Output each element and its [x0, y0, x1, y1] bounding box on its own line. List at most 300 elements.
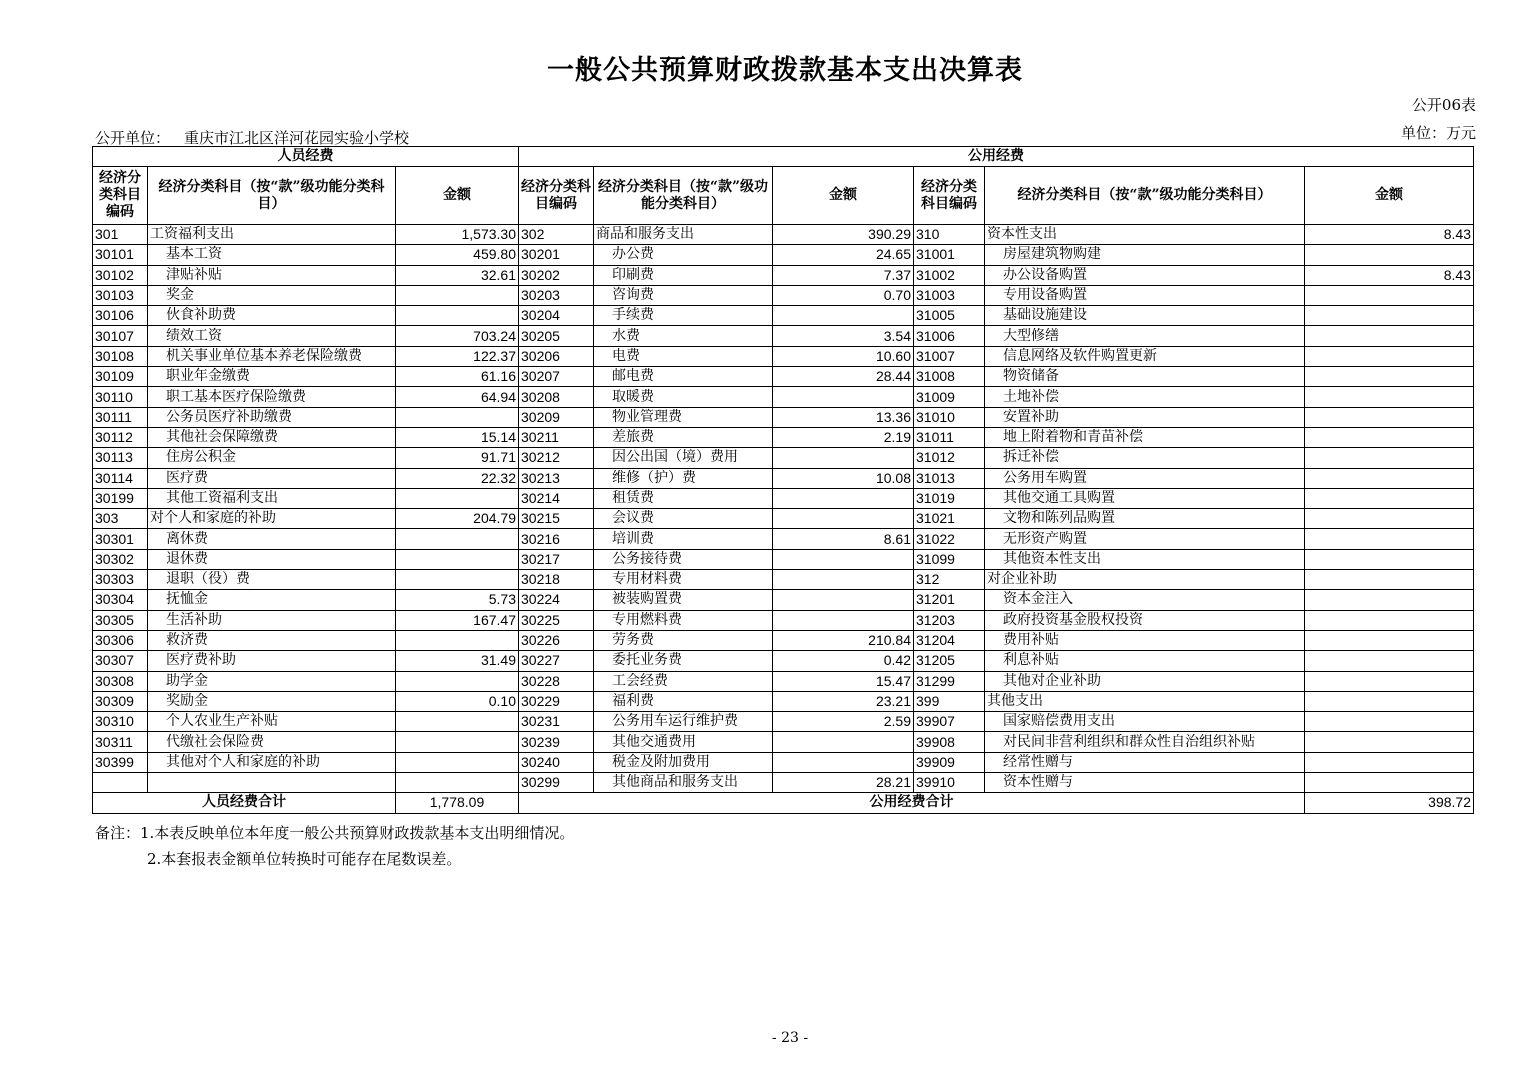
capital-code: 31012 [914, 448, 985, 468]
capital-item: 资本性支出 [985, 225, 1305, 245]
personnel-amount: 31.49 [396, 651, 519, 671]
personnel-amount [396, 671, 519, 691]
goods-amount [773, 752, 914, 772]
table-row [93, 570, 1474, 590]
goods-code: 30215 [519, 509, 594, 529]
capital-amount [1305, 529, 1474, 549]
goods-code: 30225 [519, 610, 594, 630]
org-label: 公开单位： [95, 129, 171, 147]
capital-amount: 8.43 [1305, 225, 1474, 245]
personnel-item: 其他社会保障缴费 [148, 427, 396, 447]
goods-item: 租赁费 [594, 488, 773, 508]
table-row [93, 326, 1474, 346]
table-row [93, 367, 1474, 387]
capital-item: 地上附着物和青苗补偿 [985, 427, 1305, 447]
table-row [93, 265, 1474, 285]
goods-code: 30205 [519, 326, 594, 346]
personnel-amount [396, 570, 519, 590]
header-code: 经济分类科目编码 [914, 167, 985, 225]
goods-amount [773, 590, 914, 610]
capital-amount [1305, 346, 1474, 366]
personnel-amount [396, 407, 519, 427]
personnel-code: 30114 [93, 468, 148, 488]
personnel-code: 30305 [93, 610, 148, 630]
goods-amount: 2.59 [773, 712, 914, 732]
goods-item: 其他交通费用 [594, 732, 773, 752]
table-row [93, 407, 1474, 427]
capital-item: 无形资产购置 [985, 529, 1305, 549]
capital-code: 31099 [914, 549, 985, 569]
capital-item: 费用补贴 [985, 630, 1305, 650]
goods-item: 其他商品和服务支出 [594, 773, 773, 793]
capital-amount [1305, 570, 1474, 590]
goods-amount: 13.36 [773, 407, 914, 427]
personnel-amount: 22.32 [396, 468, 519, 488]
personnel-amount: 64.94 [396, 387, 519, 407]
capital-code: 31002 [914, 265, 985, 285]
capital-item: 经常性赠与 [985, 752, 1305, 772]
personnel-total-amount: 1,778.09 [396, 793, 519, 813]
goods-code: 30299 [519, 773, 594, 793]
personnel-amount [396, 773, 519, 793]
capital-item: 利息补贴 [985, 651, 1305, 671]
goods-code: 30204 [519, 306, 594, 326]
capital-item: 其他交通工具购置 [985, 488, 1305, 508]
goods-amount: 10.08 [773, 468, 914, 488]
goods-item: 维修（护）费 [594, 468, 773, 488]
capital-amount [1305, 285, 1474, 305]
personnel-code: 30107 [93, 326, 148, 346]
capital-code: 31299 [914, 671, 985, 691]
capital-code: 31022 [914, 529, 985, 549]
personnel-item: 住房公积金 [148, 448, 396, 468]
header-name: 经济分类科目（按“款”级功能分类科目） [594, 167, 773, 225]
personnel-item: 生活补助 [148, 610, 396, 630]
capital-amount [1305, 367, 1474, 387]
goods-amount: 28.21 [773, 773, 914, 793]
capital-item: 专用设备购置 [985, 285, 1305, 305]
personnel-item: 医疗费补助 [148, 651, 396, 671]
personnel-code: 30199 [93, 488, 148, 508]
capital-amount [1305, 387, 1474, 407]
table-row [93, 468, 1474, 488]
personnel-amount: 1,573.30 [396, 225, 519, 245]
capital-amount: 8.43 [1305, 265, 1474, 285]
goods-amount [773, 570, 914, 590]
table-row [93, 773, 1474, 793]
goods-item: 会议费 [594, 509, 773, 529]
personnel-amount [396, 630, 519, 650]
personnel-code: 30308 [93, 671, 148, 691]
goods-item: 被装购置费 [594, 590, 773, 610]
capital-item: 资本性赠与 [985, 773, 1305, 793]
capital-amount [1305, 427, 1474, 447]
goods-item: 福利费 [594, 691, 773, 711]
goods-amount: 23.21 [773, 691, 914, 711]
capital-item: 国家赔偿费用支出 [985, 712, 1305, 732]
personnel-code: 30108 [93, 346, 148, 366]
capital-code: 31019 [914, 488, 985, 508]
header-name: 经济分类科目（按“款”级功能分类科目） [148, 167, 396, 225]
personnel-code: 30310 [93, 712, 148, 732]
goods-item: 公务接待费 [594, 549, 773, 569]
goods-code: 30202 [519, 265, 594, 285]
personnel-code: 301 [93, 225, 148, 245]
capital-item: 其他支出 [985, 691, 1305, 711]
goods-code: 30214 [519, 488, 594, 508]
capital-item: 资本金注入 [985, 590, 1305, 610]
capital-item: 文物和陈列品购置 [985, 509, 1305, 529]
capital-code: 31003 [914, 285, 985, 305]
personnel-amount [396, 712, 519, 732]
goods-amount: 15.47 [773, 671, 914, 691]
personnel-code: 30102 [93, 265, 148, 285]
personnel-amount [396, 488, 519, 508]
personnel-amount [396, 306, 519, 326]
goods-code: 30227 [519, 651, 594, 671]
capital-code: 39909 [914, 752, 985, 772]
personnel-item: 代缴社会保险费 [148, 732, 396, 752]
table-row [93, 610, 1474, 630]
personnel-amount: 167.47 [396, 610, 519, 630]
table-row [93, 590, 1474, 610]
goods-item: 水费 [594, 326, 773, 346]
capital-code: 31011 [914, 427, 985, 447]
capital-amount [1305, 691, 1474, 711]
personnel-amount: 703.24 [396, 326, 519, 346]
table-row [93, 245, 1474, 265]
goods-code: 30209 [519, 407, 594, 427]
capital-item: 其他资本性支出 [985, 549, 1305, 569]
personnel-code: 30301 [93, 529, 148, 549]
table-row [93, 509, 1474, 529]
capital-item: 物资储备 [985, 367, 1305, 387]
header-code: 经济分类科目编码 [93, 167, 148, 225]
capital-item: 大型修缮 [985, 326, 1305, 346]
goods-item: 电费 [594, 346, 773, 366]
goods-item: 差旅费 [594, 427, 773, 447]
capital-code: 399 [914, 691, 985, 711]
capital-code: 312 [914, 570, 985, 590]
capital-item: 土地补偿 [985, 387, 1305, 407]
table-row [93, 752, 1474, 772]
capital-amount [1305, 468, 1474, 488]
personnel-item: 离休费 [148, 529, 396, 549]
table-row [93, 732, 1474, 752]
section-public: 公用经费 [519, 147, 1474, 167]
personnel-amount [396, 732, 519, 752]
header-name: 经济分类科目（按“款”级功能分类科目） [985, 167, 1305, 225]
personnel-code: 30309 [93, 691, 148, 711]
goods-item: 印刷费 [594, 265, 773, 285]
goods-code: 30224 [519, 590, 594, 610]
goods-code: 30213 [519, 468, 594, 488]
org-line [95, 127, 409, 148]
capital-code: 39908 [914, 732, 985, 752]
personnel-amount: 459.80 [396, 245, 519, 265]
goods-code: 30208 [519, 387, 594, 407]
capital-amount [1305, 671, 1474, 691]
capital-item: 办公设备购置 [985, 265, 1305, 285]
personnel-amount: 15.14 [396, 427, 519, 447]
personnel-item: 工资福利支出 [148, 225, 396, 245]
personnel-item: 伙食补助费 [148, 306, 396, 326]
capital-item: 信息网络及软件购置更新 [985, 346, 1305, 366]
capital-code: 31204 [914, 630, 985, 650]
capital-amount [1305, 549, 1474, 569]
goods-item: 公务用车运行维护费 [594, 712, 773, 732]
goods-amount: 0.42 [773, 651, 914, 671]
goods-code: 30211 [519, 427, 594, 447]
goods-code: 30212 [519, 448, 594, 468]
goods-amount [773, 610, 914, 630]
table-row [93, 427, 1474, 447]
org-name: 重庆市江北区洋河花园实验小学校 [184, 129, 410, 147]
goods-item: 取暖费 [594, 387, 773, 407]
goods-code: 30240 [519, 752, 594, 772]
table-row [93, 691, 1474, 711]
table-row [93, 306, 1474, 326]
goods-item: 劳务费 [594, 630, 773, 650]
goods-amount: 3.54 [773, 326, 914, 346]
capital-amount [1305, 590, 1474, 610]
capital-amount [1305, 245, 1474, 265]
goods-code: 30239 [519, 732, 594, 752]
goods-code: 30206 [519, 346, 594, 366]
personnel-item: 退休费 [148, 549, 396, 569]
goods-code: 30207 [519, 367, 594, 387]
goods-item: 邮电费 [594, 367, 773, 387]
capital-amount [1305, 773, 1474, 793]
capital-amount [1305, 610, 1474, 630]
page-title: 一般公共预算财政拨款基本支出决算表 [547, 55, 1023, 86]
table-row [93, 488, 1474, 508]
goods-item: 专用材料费 [594, 570, 773, 590]
personnel-amount: 5.73 [396, 590, 519, 610]
section-personnel: 人员经费 [93, 147, 519, 167]
capital-code: 31010 [914, 407, 985, 427]
capital-code: 31203 [914, 610, 985, 630]
capital-item: 对民间非营利组织和群众性自治组织补贴 [985, 732, 1305, 752]
personnel-amount: 0.10 [396, 691, 519, 711]
goods-amount: 210.84 [773, 630, 914, 650]
personnel-amount: 122.37 [396, 346, 519, 366]
capital-amount [1305, 651, 1474, 671]
personnel-code: 30113 [93, 448, 148, 468]
table-number: 公开06表 [1411, 96, 1476, 114]
goods-amount: 24.65 [773, 245, 914, 265]
table-row [93, 712, 1474, 732]
goods-amount [773, 732, 914, 752]
personnel-item: 救济费 [148, 630, 396, 650]
personnel-item: 绩效工资 [148, 326, 396, 346]
personnel-code: 303 [93, 509, 148, 529]
personnel-amount: 204.79 [396, 509, 519, 529]
header-amount: 金额 [396, 167, 519, 225]
personnel-item: 助学金 [148, 671, 396, 691]
table-row [93, 225, 1474, 245]
capital-amount [1305, 752, 1474, 772]
goods-amount: 28.44 [773, 367, 914, 387]
personnel-item: 其他对个人和家庭的补助 [148, 752, 396, 772]
capital-item: 拆迁补偿 [985, 448, 1305, 468]
personnel-code: 30304 [93, 590, 148, 610]
personnel-amount: 91.71 [396, 448, 519, 468]
table-row [93, 549, 1474, 569]
personnel-item: 个人农业生产补贴 [148, 712, 396, 732]
personnel-code [93, 773, 148, 793]
table-row [93, 346, 1474, 366]
public-total-amount: 398.72 [1305, 793, 1474, 813]
personnel-amount: 32.61 [396, 265, 519, 285]
capital-amount [1305, 448, 1474, 468]
personnel-item: 其他工资福利支出 [148, 488, 396, 508]
goods-amount: 10.60 [773, 346, 914, 366]
note-line-2: 2.本套报表金额单位转换时可能存在尾数误差。 [147, 850, 462, 868]
goods-code: 30226 [519, 630, 594, 650]
personnel-code: 30110 [93, 387, 148, 407]
capital-amount [1305, 509, 1474, 529]
table-row [93, 387, 1474, 407]
goods-item: 委托业务费 [594, 651, 773, 671]
personnel-item: 公务员医疗补助缴费 [148, 407, 396, 427]
capital-code: 31007 [914, 346, 985, 366]
personnel-item: 奖励金 [148, 691, 396, 711]
personnel-code: 30399 [93, 752, 148, 772]
personnel-code: 30302 [93, 549, 148, 569]
capital-item: 基础设施建设 [985, 306, 1305, 326]
page-number: - 23 - [771, 1030, 809, 1046]
goods-code: 30201 [519, 245, 594, 265]
personnel-code: 30112 [93, 427, 148, 447]
personnel-code: 30311 [93, 732, 148, 752]
goods-code: 30231 [519, 712, 594, 732]
goods-item: 手续费 [594, 306, 773, 326]
goods-code: 30216 [519, 529, 594, 549]
table-row [93, 671, 1474, 691]
goods-amount: 0.70 [773, 285, 914, 305]
personnel-item: 职业年金缴费 [148, 367, 396, 387]
personnel-item: 机关事业单位基本养老保险缴费 [148, 346, 396, 366]
capital-code: 310 [914, 225, 985, 245]
goods-item: 物业管理费 [594, 407, 773, 427]
header-code: 经济分类科目编码 [519, 167, 594, 225]
goods-item: 税金及附加费用 [594, 752, 773, 772]
goods-amount [773, 549, 914, 569]
goods-amount: 390.29 [773, 225, 914, 245]
goods-code: 30218 [519, 570, 594, 590]
personnel-code: 30109 [93, 367, 148, 387]
personnel-code: 30103 [93, 285, 148, 305]
capital-code: 31006 [914, 326, 985, 346]
personnel-item: 抚恤金 [148, 590, 396, 610]
capital-item: 房屋建筑物购建 [985, 245, 1305, 265]
capital-code: 39907 [914, 712, 985, 732]
goods-amount [773, 488, 914, 508]
goods-amount [773, 387, 914, 407]
capital-amount [1305, 712, 1474, 732]
capital-item: 公务用车购置 [985, 468, 1305, 488]
goods-code: 30228 [519, 671, 594, 691]
personnel-item: 医疗费 [148, 468, 396, 488]
personnel-code: 30303 [93, 570, 148, 590]
capital-code: 31205 [914, 651, 985, 671]
goods-item: 因公出国（境）费用 [594, 448, 773, 468]
goods-amount: 2.19 [773, 427, 914, 447]
personnel-amount [396, 752, 519, 772]
goods-item: 培训费 [594, 529, 773, 549]
personnel-item: 奖金 [148, 285, 396, 305]
note-line-1: 备注：1.本表反映单位本年度一般公共预算财政拨款基本支出明细情况。 [95, 824, 575, 842]
goods-amount [773, 306, 914, 326]
personnel-item: 津贴补贴 [148, 265, 396, 285]
capital-item: 安置补助 [985, 407, 1305, 427]
header-amount: 金额 [773, 167, 914, 225]
capital-amount [1305, 306, 1474, 326]
table-row [93, 285, 1474, 305]
capital-code: 31001 [914, 245, 985, 265]
notes [95, 820, 574, 872]
goods-item: 咨询费 [594, 285, 773, 305]
personnel-item: 退职（役）费 [148, 570, 396, 590]
capital-code: 31009 [914, 387, 985, 407]
capital-code: 31008 [914, 367, 985, 387]
capital-amount [1305, 630, 1474, 650]
capital-amount [1305, 732, 1474, 752]
goods-item: 办公费 [594, 245, 773, 265]
personnel-code: 30307 [93, 651, 148, 671]
table-row [93, 529, 1474, 549]
personnel-code: 30306 [93, 630, 148, 650]
capital-code: 31201 [914, 590, 985, 610]
capital-code: 39910 [914, 773, 985, 793]
personnel-code: 30111 [93, 407, 148, 427]
goods-amount [773, 448, 914, 468]
goods-item: 专用燃料费 [594, 610, 773, 630]
capital-amount [1305, 326, 1474, 346]
expenditure-table [92, 146, 1474, 814]
personnel-total-label: 人员经费合计 [93, 793, 396, 813]
personnel-amount: 61.16 [396, 367, 519, 387]
personnel-amount [396, 549, 519, 569]
personnel-item: 基本工资 [148, 245, 396, 265]
personnel-code: 30101 [93, 245, 148, 265]
goods-amount: 8.61 [773, 529, 914, 549]
capital-code: 31005 [914, 306, 985, 326]
unit-label: 单位：万元 [1400, 124, 1476, 142]
personnel-item [148, 773, 396, 793]
goods-code: 302 [519, 225, 594, 245]
table-row [93, 651, 1474, 671]
public-total-label: 公用经费合计 [519, 793, 1305, 813]
goods-item: 工会经费 [594, 671, 773, 691]
header-amount: 金额 [1305, 167, 1474, 225]
capital-code: 31013 [914, 468, 985, 488]
personnel-item: 对个人和家庭的补助 [148, 509, 396, 529]
goods-code: 30217 [519, 549, 594, 569]
capital-item: 政府投资基金股权投资 [985, 610, 1305, 630]
personnel-item: 职工基本医疗保险缴费 [148, 387, 396, 407]
table-row [93, 448, 1474, 468]
capital-amount [1305, 488, 1474, 508]
table-row [93, 630, 1474, 650]
personnel-amount [396, 285, 519, 305]
goods-amount [773, 509, 914, 529]
capital-item: 对企业补助 [985, 570, 1305, 590]
capital-item: 其他对企业补助 [985, 671, 1305, 691]
goods-code: 30229 [519, 691, 594, 711]
personnel-amount [396, 529, 519, 549]
